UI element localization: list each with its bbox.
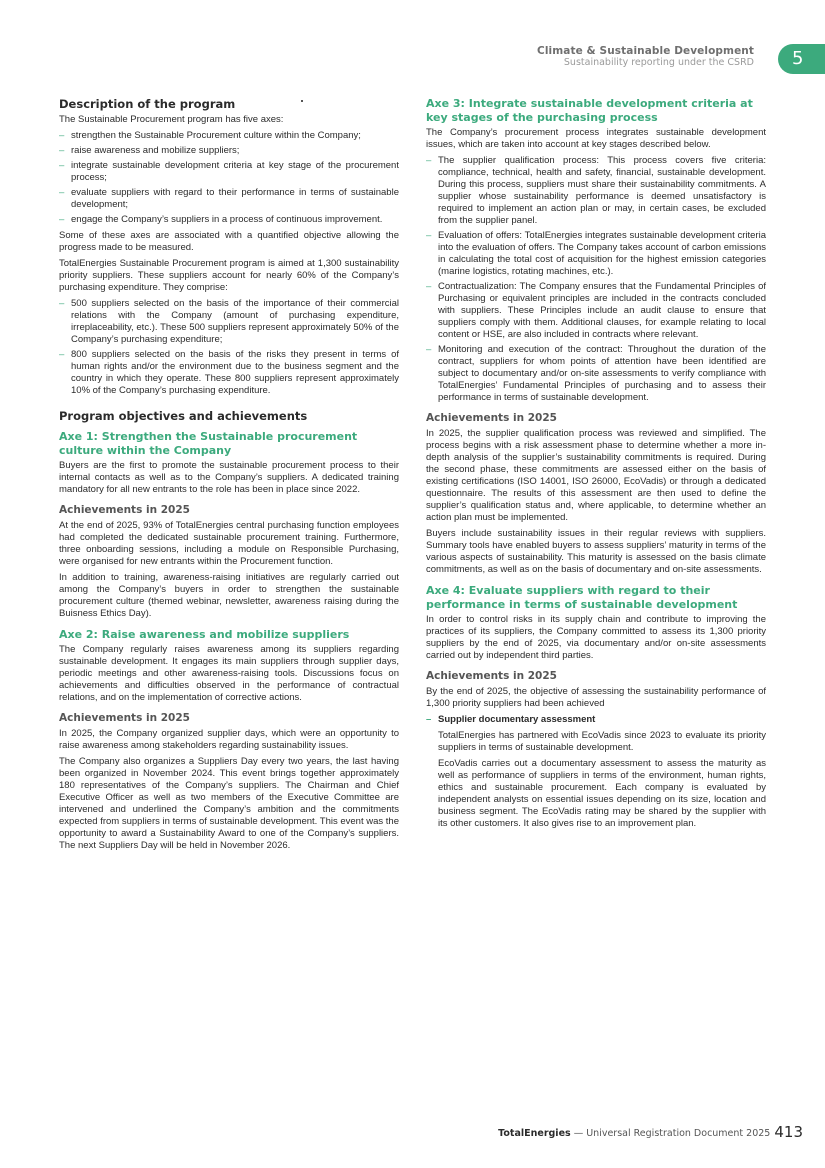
achievements2-paragraph-1: In 2025, the Company organized supplier days, which were an opportunity to raise awareness among stakeholders regarding sustainability issues.	[59, 728, 399, 751]
axe3-paragraph: The Company’s procurement process integrates sustainable development issues, which are taken into account at key stages described below.	[426, 127, 766, 150]
header-subtitle: Sustainability reporting under the CSRD	[563, 57, 754, 68]
axe1-paragraph: Buyers are the first to promote the sustainable procurement process to their internal contacts as well as to the Company’s suppliers. A dedicated training mandatory for all new entrants to the role has been in place since 2022.	[59, 460, 399, 495]
achievements1-paragraph-1: At the end of 2025, 93% of TotalEnergies central purchasing function employees had completed the dedicated sustainable procurement training. Furthermore, three onboarding sessions, including a module on Responsible Purchasing, were organised for new entrants within the Procurement function.	[59, 520, 399, 567]
assessment-paragraph-1: TotalEnergies has partnered with EcoVadis since 2023 to evaluate its priority suppliers in terms of sustainable development.	[438, 730, 766, 753]
assessment-list	[426, 714, 766, 726]
achievements3-paragraph-1: In 2025, the supplier qualification process was reviewed and simplified. The process begins with a risk assessment phase to determine whether a more in-depth analysis of the supplier’s sustainability commitments is required. During the second phase, these commitments are assessed either on the basis of existing certifications (ISO 14001, ISO 26000, EcoVadis) or through a dedicated questionnaire. The results of this assessment are then used to define the supplier’s qualification status and, where applicable, to determine whether an action plan must be implemented.	[426, 428, 766, 523]
footer-document-title: — Universal Registration Document 2025	[570, 1128, 771, 1139]
list-item: – engage the Company’s suppliers in a process of continuous improvement.	[59, 214, 399, 226]
axe2-paragraph: The Company regularly raises awareness among its suppliers regarding sustainable development. It engages its main suppliers through supplier days, periodic meetings and other awareness-raising tools. Discussions focus on achievements and difficulties observed in the performance of contractual relations, and on the implementation of corrective actions.	[59, 644, 399, 703]
axes-note: Some of these axes are associated with a quantified objective allowing the progress made to be measured.	[59, 230, 399, 253]
page-footer	[498, 1123, 803, 1141]
list-item: – The supplier qualification process: This process covers five criteria: compliance, technical, health and safety, financial, sustainable development. During this process, suppliers must share their sustainability commitments. A supplier whose sustainability performance is deemed unsatisfactory is required to implement an action plan or may, in certain cases, be excluded from the supplier panel.	[426, 155, 766, 227]
objectives-heading: Program objectives and achievements	[59, 409, 308, 423]
page-number: 413	[774, 1123, 803, 1141]
list-item: – Contractualization: The Company ensures that the Fundamental Principles of Purchasing or equivalent principles are included in the contracts concluded with suppliers. These Principles include an audit clause to ensure that suppliers comply with them. Additional clauses, for example relating to local content or HSE, are also included in contracts where relevant.	[426, 281, 766, 341]
achievements1-paragraph-2: In addition to training, awareness-raising initiatives are regularly carried out among the Company’s buyers in order to strengthen the sustainable procurement culture (themed webinar, newsletter, awareness raising during the Buisness Ethics Day).	[59, 572, 399, 619]
achievements2-paragraph-2: The Company also organizes a Suppliers Day every two years, the last having been organized in November 2024. This event brings together approximately 180 representatives of the Company’s suppliers. The Chairman and Chief Executive Officer as well as two members of the Executive Committee are intervened and underlined the Company’s ambition and the commitments expected from suppliers in terms of sustainable development. This event was the opportunity to award a Sustainability Award to one of the Company’s suppliers. The next Suppliers Day will be held in November 2026.	[59, 756, 399, 851]
program-paragraph: TotalEnergies Sustainable Procurement program is aimed at 1,300 sustainability priority suppliers. These suppliers account for nearly 60% of the Company’s purchasing expenditure. They comprise:	[59, 258, 399, 293]
list-item: – Evaluation of offers: TotalEnergies integrates sustainable development criteria into the evaluation of offers. The Company takes account of carbon emissions in calculating the total cost of acquisition for the highest emission categories (marine logistics, rotating machines, etc.).	[426, 230, 766, 278]
achievements3-heading: Achievements in 2025	[426, 412, 557, 424]
right-column	[426, 97, 766, 834]
assessment-paragraph-2: EcoVadis carries out a documentary assessment to assess the maturity as well as performance of suppliers in terms of the environment, human rights, ethics and sustainable procurement. Each company is evaluated by independent analysts on essential issues depending on its size, location and business segment. The EcoVadis rating may be shared by the supplier with its other customers. It also gives rise to an improvement plan.	[438, 758, 766, 829]
list-item: – strengthen the Sustainable Procurement culture within the Company;	[59, 130, 399, 142]
chapter-badge: 5	[778, 44, 825, 74]
axe3-heading: Axe 3: Integrate sustainable development criteria at key stages of the purchasing process	[426, 97, 753, 124]
list-item: – 500 suppliers selected on the basis of the importance of their commercial relations with the Company (amount of purchasing expenditure, irreplaceability, etc.). These 500 suppliers represent approximately 50% of the Company’s purchasing expenditure;	[59, 298, 399, 346]
achievements3-paragraph-2: Buyers include sustainability issues in their regular reviews with suppliers. Summary tools have enabled buyers to assess suppliers’ maturity in terms of the various aspects of sustainability. This maturity is assessed on the basis climate commitments, as well as on the basis of documentary and on-site assessments.	[426, 528, 766, 575]
achievements1-heading: Achievements in 2025	[59, 504, 190, 516]
list-item: – evaluate suppliers with regard to their performance in terms of sustainable development;	[59, 187, 399, 211]
axe4-heading: Axe 4: Evaluate suppliers with regard to their performance in terms of sustainable development	[426, 584, 738, 611]
axe2-heading: Axe 2: Raise awareness and mobilize suppliers	[59, 628, 350, 641]
supplier-assessment-subheading: – Supplier documentary assessment	[426, 714, 766, 726]
list-item: – 800 suppliers selected on the basis of the risks they present in terms of human rights and/or the environment due to the business segment and the country in which they operate. These 800 suppliers represent approximately 10% of the Company’s purchasing expenditure.	[59, 349, 399, 397]
description-intro: The Sustainable Procurement program has five axes:	[59, 114, 284, 125]
list-item: – Monitoring and execution of the contract: Throughout the duration of the contract, suppliers for whom points of attention have been identified are subject to documentary and/or on-site assessments to verify compliance with TotalEnergies’ Fundamental Principles of purchasing and to assess their performance in terms of sustainable development.	[426, 344, 766, 404]
axe3-list	[426, 155, 766, 404]
axe4-paragraph: In order to control risks in its supply chain and contribute to improving the practices of its suppliers, the Company committed to assess its 1,300 priority suppliers by the end of 2025, via documentary and/or on-site assessments carried out by independent third parties.	[426, 614, 766, 661]
axe1-heading: Axe 1: Strengthen the Sustainable procurement culture within the Company	[59, 430, 358, 457]
description-heading: Description of the program	[59, 97, 236, 111]
list-item: – raise awareness and mobilize suppliers;	[59, 145, 399, 157]
achievements4-paragraph: By the end of 2025, the objective of assessing the sustainability performance of 1,300 priority suppliers had been achieved	[426, 686, 766, 709]
left-column	[59, 97, 399, 856]
achievements2-heading: Achievements in 2025	[59, 712, 190, 724]
header-title: Climate & Sustainable Development	[537, 45, 754, 57]
achievements4-heading: Achievements in 2025	[426, 670, 557, 682]
suppliers-list	[59, 298, 399, 397]
list-item: – integrate sustainable development criteria at key stage of the procurement process;	[59, 160, 399, 184]
axes-list	[59, 130, 399, 226]
footer-brand: TotalEnergies	[498, 1128, 571, 1139]
